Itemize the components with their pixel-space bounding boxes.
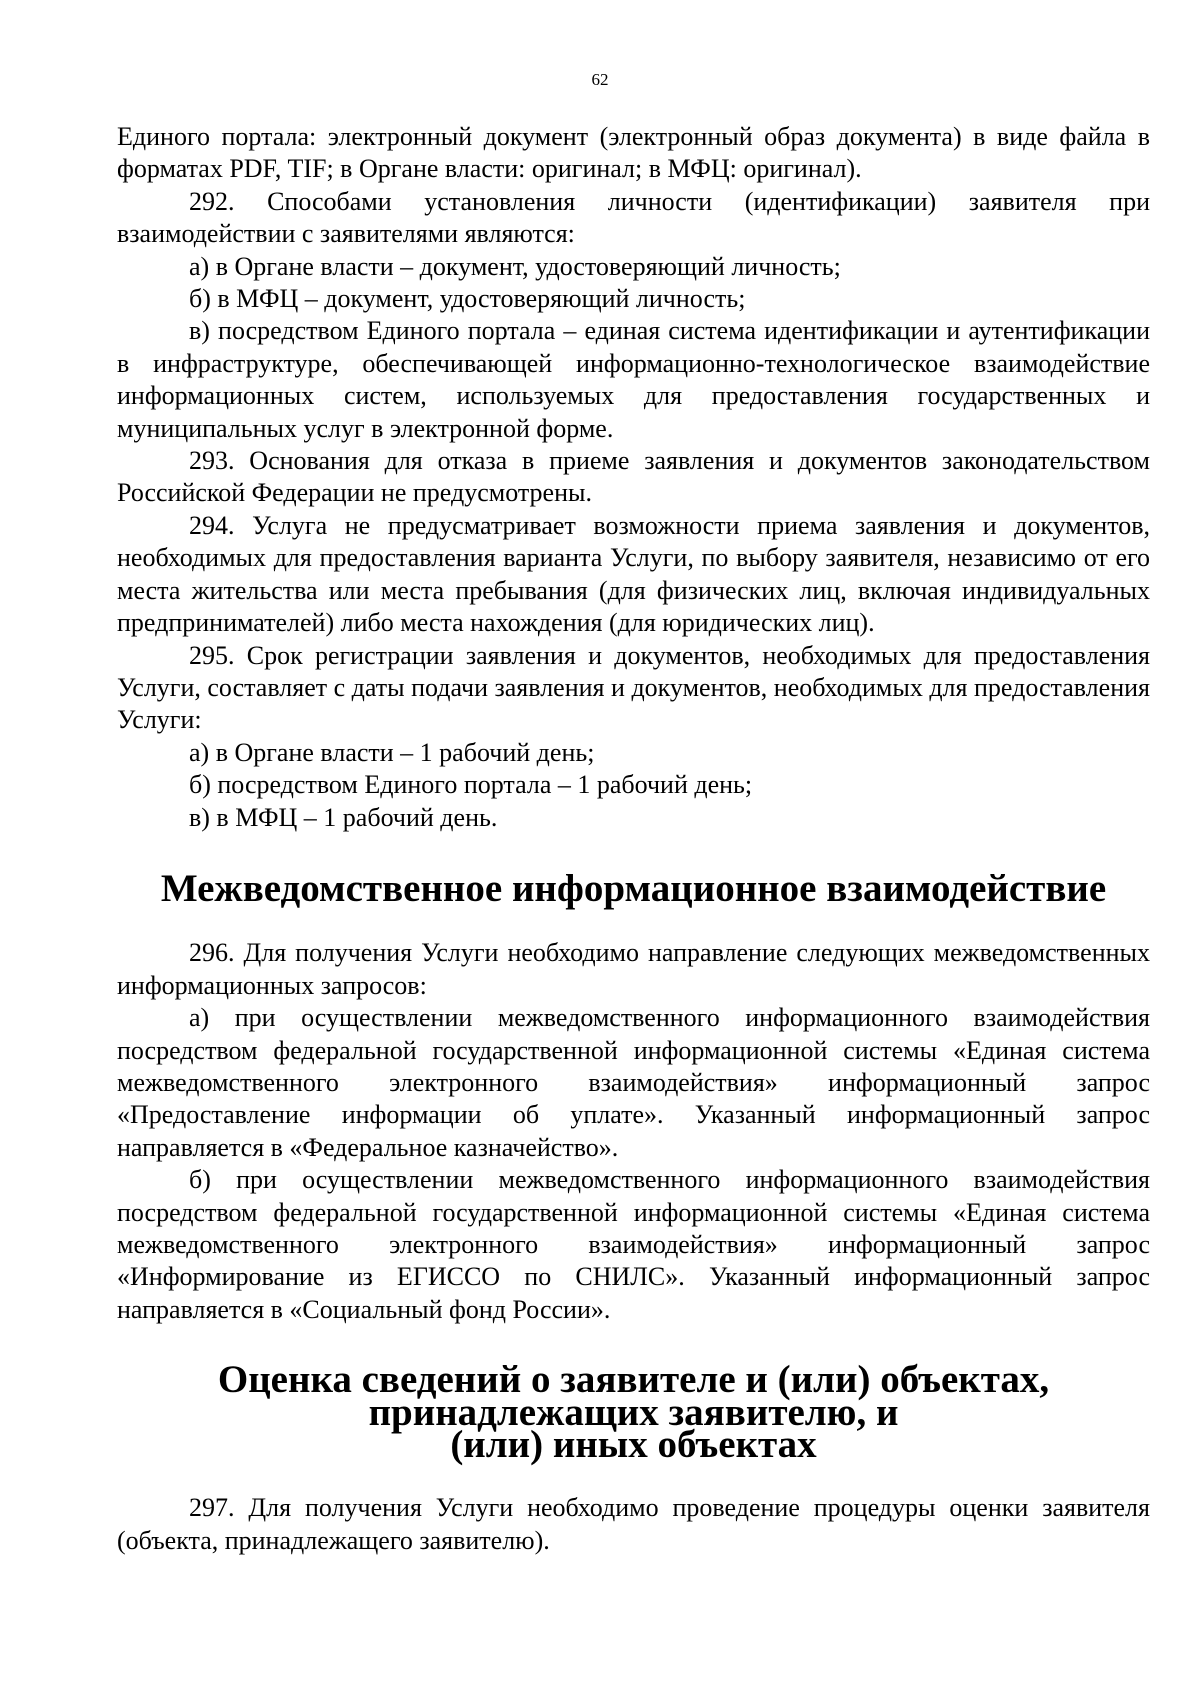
page-number: 62 — [591, 70, 609, 89]
paragraph-296-a: а) при осуществлении межведомственного информационного взаимодействия посредством федеральной государственной информационной системы «Единая система межведомственного электронного взаимодействия» информационный запрос «Предоставление информации об уплате». Указанный информационный запрос направляется в «Федеральное казначейство». — [117, 1003, 1150, 1162]
paragraph-297: 297. Для получения Услуги необходимо проведение процедуры оценки заявителя (объекта, принадлежащего заявителю). — [117, 1493, 1150, 1555]
paragraph-295-b: б) посредством Единого портала – 1 рабочий день; — [189, 770, 753, 800]
section-heading-assessment-line-2: (или) иных объектах — [450, 1423, 817, 1467]
paragraph-continuation: Единого портала: электронный документ (электронный образ документа) в виде файла в форматах PDF, TIF; в Органе власти: оригинал; в МФЦ: оригинал). — [117, 122, 1150, 184]
paragraph-296: 296. Для получения Услуги необходимо направление следующих межведомственных информационных запросов: — [117, 938, 1150, 1000]
section-heading-assessment-line-1: Оценка сведений о заявителе и (или) объектах, принадлежащих заявителю, и — [217, 1358, 1050, 1434]
section-heading-assessment — [117, 1358, 1150, 1467]
document-body — [117, 121, 1150, 1557]
paragraph-292-a: а) в Органе власти – документ, удостоверяющий личность; — [189, 251, 841, 281]
paragraph-294: 294. Услуга не предусматривает возможности приема заявления и документов, необходимых для предоставления варианта Услуги, по выбору заявителя, независимо от его места жительства или места пребывания (для физических лиц, включая индивидуальных предпринимателей) либо места нахождения (для юридических лиц). — [117, 510, 1150, 638]
paragraph-292-b: б) в МФЦ – документ, удостоверяющий личность; — [189, 284, 746, 314]
paragraph-296-b: б) при осуществлении межведомственного информационного взаимодействия посредством федеральной государственной информационной системы «Единая система межведомственного электронного взаимодействия» информационный запрос «Информирование из ЕГИССО по СНИЛС». Указанный информационный запрос направляется в «Социальный фонд России». — [117, 1165, 1150, 1324]
paragraph-292-v: в) посредством Единого портала – единая система идентификации и аутентификации в инфраструктуре, обеспечивающей информационно-технологическое взаимодействие информационных систем, используемых для предоставления государственных и муниципальных услуг в электронной форме. — [117, 316, 1150, 443]
paragraph-292: 292. Способами установления личности (идентификации) заявителя при взаимодействии с заявителями являются: — [117, 186, 1150, 249]
paragraph-295-v: в) в МФЦ – 1 рабочий день. — [189, 802, 498, 832]
paragraph-295-a: а) в Органе власти – 1 рабочий день; — [189, 737, 595, 767]
paragraph-293: 293. Основания для отказа в приеме заявления и документов законодательством Российской Федерации не предусмотрены. — [117, 446, 1150, 508]
paragraph-295: 295. Срок регистрации заявления и документов, необходимых для предоставления Услуги, составляет с даты подачи заявления и документов, необходимых для предоставления Услуги: — [117, 640, 1150, 735]
section-heading-interagency: Межведомственное информационное взаимодействие — [160, 866, 1107, 910]
